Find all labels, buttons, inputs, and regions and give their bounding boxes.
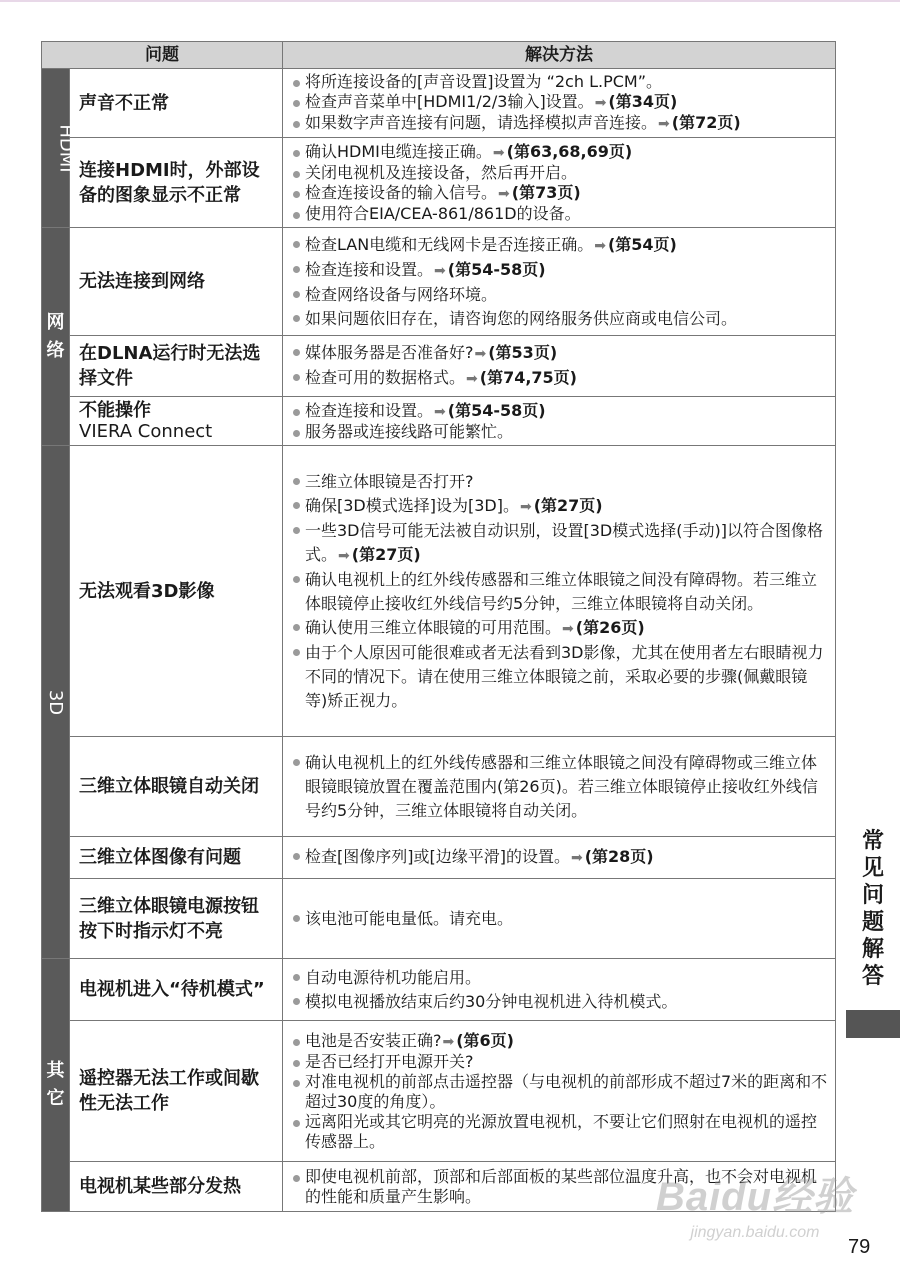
list-item: 是否已经打开电源开关?	[291, 1052, 829, 1072]
side-tab-bar	[846, 1010, 900, 1038]
problem-cell: 声音不正常	[70, 69, 283, 138]
table-row	[42, 69, 836, 138]
list-item: 将所连接设备的[声音设置]设置为 “2ch L.PCM”。	[291, 72, 829, 92]
side-tab-char: 解	[861, 937, 884, 962]
list-item: 即使电视机前部，顶部和后部面板的某些部位温度升高，也不会对电视机的性能和质量产生影响。	[291, 1167, 829, 1207]
solution-cell	[283, 138, 836, 228]
list-item: 确保[3D模式选择]设为[3D]。➡ (第27页)	[291, 494, 829, 519]
list-item: 检查LAN电缆和无线网卡是否连接正确。➡ (第54页)	[291, 233, 829, 258]
list-item: 如果问题依旧存在，请咨询您的网络服务供应商或电信公司。	[291, 307, 829, 331]
list-item: 该电池可能电量低。请充电。	[291, 907, 829, 931]
table-header	[42, 42, 836, 69]
list-item: 电池是否安装正确?➡ (第6页)	[291, 1031, 829, 1052]
table-row	[42, 446, 836, 737]
list-item: 如果数字声音连接有问题，请选择模拟声音连接。➡ (第72页)	[291, 113, 829, 134]
list-item: 关闭电视机及连接设备，然后再开启。	[291, 163, 829, 183]
side-tab-char: 见	[861, 856, 884, 881]
solution-cell	[283, 228, 836, 336]
list-item: 远离阳光或其它明亮的光源放置电视机，不要让它们照射在电视机的遥控传感器上。	[291, 1112, 829, 1152]
problem-cell: 三维立体眼镜自动关闭	[70, 737, 283, 837]
problem-cell: 电视机某些部分发热	[70, 1162, 283, 1212]
problem-subtext: VIERA Connect	[79, 421, 213, 442]
side-tab-label	[846, 828, 900, 990]
category-other: 其它	[42, 959, 70, 1212]
list-item: 一些3D信号可能无法被自动识别，设置[3D模式选择(手动)]以符合图像格式。➡ (第27页)	[291, 519, 829, 568]
page-number: 79	[848, 1236, 871, 1258]
list-item: 服务器或连接线路可能繁忙。	[291, 422, 829, 442]
list-item: 自动电源待机功能启用。	[291, 966, 829, 990]
table-row	[42, 336, 836, 397]
problem-cell: 无法观看3D影像	[70, 446, 283, 737]
list-item: 确认电视机上的红外线传感器和三维立体眼镜之间没有障碍物或三维立体眼镜眼镜放置在覆盖范围内(第26页)。若三维立体眼镜停止接收红外线信号约5分钟，三维立体眼镜将自动关闭。	[291, 751, 829, 823]
problem-cell: 三维立体图像有问题	[70, 837, 283, 879]
solution-cell	[283, 397, 836, 446]
list-item: 确认HDMI电缆连接正确。➡ (第63,68,69页)	[291, 142, 829, 163]
list-item: 检查网络设备与网络环境。	[291, 283, 829, 307]
category-hdmi: HDMI	[42, 69, 70, 228]
list-item: 由于个人原因可能很难或者无法看到3D影像，尤其在使用者左右眼睛视力不同的情况下。请在使用三维立体眼镜之前，采取必要的步骤(佩戴眼镜等)矫正视力。	[291, 641, 829, 713]
solution-cell	[283, 336, 836, 397]
list-item: 检查[图像序列]或[边缘平滑]的设置。➡ (第28页)	[291, 845, 829, 870]
table-row	[42, 959, 836, 1021]
header-solution: 解决方法	[283, 42, 836, 69]
list-item: 确认使用三维立体眼镜的可用范围。➡ (第26页)	[291, 616, 829, 641]
list-item: 检查连接和设置。➡ (第54-58页)	[291, 401, 829, 422]
list-item: 三维立体眼镜是否打开?	[291, 470, 829, 494]
table-row	[42, 837, 836, 879]
faq-table	[41, 41, 836, 1212]
list-item: 检查连接和设置。➡ (第54-58页)	[291, 258, 829, 283]
table-row	[42, 1021, 836, 1162]
solution-cell	[283, 959, 836, 1021]
solution-cell	[283, 737, 836, 837]
list-item: 媒体服务器是否准备好?➡ (第53页)	[291, 341, 829, 366]
side-tab-char: 问	[861, 883, 884, 908]
list-item: 模拟电视播放结束后约30分钟电视机进入待机模式。	[291, 990, 829, 1014]
solution-cell	[283, 446, 836, 737]
table-row	[42, 879, 836, 959]
list-item: 检查声音菜单中[HDMI1/2/3输入]设置。➡ (第34页)	[291, 92, 829, 113]
problem-cell: 连接HDMI时，外部设备的图象显示不正常	[70, 138, 283, 228]
problem-text: 不能操作	[79, 400, 151, 421]
watermark-logo: Baidu经验	[655, 1175, 855, 1219]
problem-cell	[70, 397, 283, 446]
solution-cell	[283, 837, 836, 879]
watermark	[640, 1165, 870, 1242]
table-row	[42, 228, 836, 336]
side-tab-char: 常	[861, 829, 884, 854]
table-row	[42, 397, 836, 446]
problem-cell: 无法连接到网络	[70, 228, 283, 336]
solution-cell	[283, 69, 836, 138]
table-row	[42, 737, 836, 837]
watermark-url: jingyan.baidu.com	[690, 1224, 820, 1241]
category-network: 网络	[42, 228, 70, 446]
top-rule	[0, 0, 900, 2]
problem-cell: 电视机进入“待机模式”	[70, 959, 283, 1021]
problem-cell: 在DLNA运行时无法选择文件	[70, 336, 283, 397]
list-item: 使用符合EIA/CEA-861/861D的设备。	[291, 204, 829, 224]
category-3d: 3D	[42, 446, 70, 959]
list-item: 确认电视机上的红外线传感器和三维立体眼镜之间没有障碍物。若三维立体眼镜停止接收红外线信号约5分钟，三维立体眼镜将自动关闭。	[291, 568, 829, 616]
side-tab-char: 答	[861, 964, 884, 989]
solution-cell	[283, 879, 836, 959]
side-tab-char: 题	[861, 910, 884, 935]
solution-cell	[283, 1021, 836, 1162]
list-item: 检查连接设备的输入信号。➡ (第73页)	[291, 183, 829, 204]
list-item: 检查可用的数据格式。➡ (第74,75页)	[291, 366, 829, 391]
table-row	[42, 138, 836, 228]
problem-cell: 遥控器无法工作或间歇性无法工作	[70, 1021, 283, 1162]
list-item: 对准电视机的前部点击遥控器（与电视机的前部形成不超过7米的距离和不超过30度的角度）。	[291, 1072, 829, 1112]
header-problem: 问题	[42, 42, 283, 69]
problem-cell: 三维立体眼镜电源按钮按下时指示灯不亮	[70, 879, 283, 959]
